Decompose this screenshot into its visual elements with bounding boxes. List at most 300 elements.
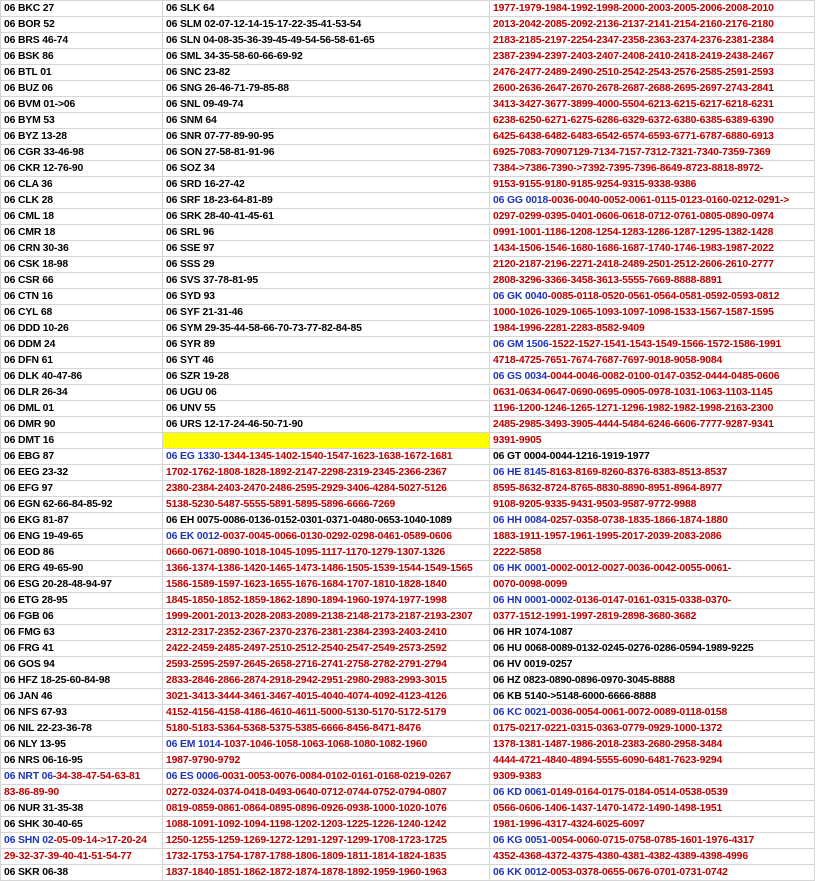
- cell-text: 0175-0217-0221-0315-0363-0779-0929-1000-1372: [493, 723, 723, 734]
- sheet-cell[interactable]: [490, 497, 815, 513]
- sheet-cell[interactable]: [490, 785, 815, 801]
- sheet-cell[interactable]: [490, 177, 815, 193]
- sheet-row: [1, 97, 815, 113]
- sheet-cell[interactable]: [490, 721, 815, 737]
- cell-text: 4718-4725-7651-7674-7687-7697-9018-9058-9084: [493, 355, 723, 366]
- sheet-cell[interactable]: [1, 849, 163, 865]
- sheet-cell[interactable]: [1, 801, 163, 817]
- cell-text: 06 SNM 64: [166, 115, 217, 126]
- cell-text: -0257-0358-0738-1835-1866-1874-1880: [546, 515, 728, 526]
- sheet-cell[interactable]: [1, 609, 163, 625]
- sheet-cell[interactable]: [163, 161, 490, 177]
- sheet-cell[interactable]: [490, 225, 815, 241]
- sheet-cell[interactable]: [1, 225, 163, 241]
- sheet-row: [1, 545, 815, 561]
- sheet-cell[interactable]: [1, 289, 163, 305]
- cell-text: 8595-8632-8724-8765-8830-8890-8951-8964-8977: [493, 483, 723, 494]
- sheet-cell[interactable]: [1, 161, 163, 177]
- sheet-row: [1, 241, 815, 257]
- cell-text: 1837-1840-1851-1862-1872-1874-1878-1892-1959-1960-1963: [166, 867, 447, 878]
- cell-text: 2422-2459-2485-2497-2510-2512-2540-2547-2549-2573-2592: [166, 643, 447, 654]
- sheet-body: [1, 1, 815, 881]
- cell-text: 2808-3296-3366-3458-3613-5555-7669-8888-8891: [493, 275, 723, 286]
- cell-text: 06 SVS 37-78-81-95: [166, 275, 259, 286]
- sheet-cell[interactable]: [163, 801, 490, 817]
- sheet-row: [1, 257, 815, 273]
- sheet-cell[interactable]: [163, 145, 490, 161]
- sheet-cell[interactable]: [490, 129, 815, 145]
- sheet-cell[interactable]: [490, 353, 815, 369]
- sheet-cell[interactable]: [163, 865, 490, 881]
- sheet-cell[interactable]: [1, 145, 163, 161]
- sheet-row: [1, 369, 815, 385]
- sheet-cell[interactable]: [1, 785, 163, 801]
- cell-text: 06 NRT 06: [4, 771, 53, 782]
- sheet-cell[interactable]: [490, 801, 815, 817]
- sheet-cell[interactable]: [1, 753, 163, 769]
- sheet-cell[interactable]: [163, 769, 490, 785]
- cell-text: 6238-6250-6271-6275-6286-6329-6372-6380-6385-6389-6390: [493, 115, 774, 126]
- sheet-cell[interactable]: [1, 465, 163, 481]
- cell-text: 06 SLK 64: [166, 3, 215, 14]
- sheet-cell[interactable]: [1, 273, 163, 289]
- cell-text: 4152-4156-4158-4186-4610-4611-5000-5130-5170-5172-5179: [166, 707, 447, 718]
- cell-text: 1883-1911-1957-1961-1995-2017-2039-2083-2086: [493, 531, 722, 542]
- sheet-cell[interactable]: [1, 577, 163, 593]
- cell-text: -05-09-14->17-20-24: [53, 835, 147, 846]
- sheet-cell[interactable]: [1, 417, 163, 433]
- sheet-cell[interactable]: [490, 1, 815, 17]
- sheet-cell[interactable]: [1, 545, 163, 561]
- cell-text: -0149-0164-0175-0184-0514-0538-0539: [546, 787, 728, 798]
- sheet-cell[interactable]: [1, 433, 163, 449]
- sheet-cell[interactable]: [1, 561, 163, 577]
- cell-text: 06 CSK 18-98: [4, 259, 69, 270]
- sheet-cell[interactable]: [163, 465, 490, 481]
- sheet-cell[interactable]: [1, 641, 163, 657]
- sheet-row: [1, 145, 815, 161]
- sheet-cell[interactable]: [490, 369, 815, 385]
- cell-text: 2600-2636-2647-2670-2678-2687-2688-2695-2697-2743-2841: [493, 83, 774, 94]
- sheet-cell[interactable]: [1, 817, 163, 833]
- highlighted-empty-cell[interactable]: [163, 433, 490, 449]
- cell-text: 06 FRG 41: [4, 643, 54, 654]
- sheet-row: [1, 33, 815, 49]
- cell-text: 06 EH 0075-0086-0136-0152-0301-0371-0480-0653-1040-1089: [166, 515, 452, 526]
- sheet-cell[interactable]: [490, 689, 815, 705]
- sheet-cell[interactable]: [1, 321, 163, 337]
- sheet-cell[interactable]: [163, 401, 490, 417]
- cell-text: 06 SZR 19-28: [166, 371, 229, 382]
- sheet-cell[interactable]: [163, 577, 490, 593]
- cell-text: 06 SLN 04-08-35-36-39-45-49-54-56-58-61-65: [166, 35, 375, 46]
- sheet-row: [1, 513, 815, 529]
- cell-text: 06 EKG 81-87: [4, 515, 69, 526]
- sheet-cell[interactable]: [163, 481, 490, 497]
- sheet-cell[interactable]: [163, 369, 490, 385]
- sheet-cell[interactable]: [490, 753, 815, 769]
- sheet-cell[interactable]: [490, 817, 815, 833]
- cell-text: -0044-0046-0082-0100-0147-0352-0444-0485-0606: [546, 371, 780, 382]
- sheet-cell[interactable]: [163, 609, 490, 625]
- sheet-row: [1, 689, 815, 705]
- sheet-cell[interactable]: [1, 481, 163, 497]
- sheet-cell[interactable]: [1, 497, 163, 513]
- sheet-cell[interactable]: [1, 49, 163, 65]
- sheet-row: [1, 481, 815, 497]
- cell-text: -1037-1046-1058-1063-1068-1080-1082-1960: [220, 739, 428, 750]
- sheet-row: [1, 721, 815, 737]
- sheet-cell[interactable]: [1, 513, 163, 529]
- sheet-cell[interactable]: [163, 593, 490, 609]
- cell-text: 06 HV 0019-0257: [493, 659, 573, 670]
- sheet-cell[interactable]: [490, 705, 815, 721]
- sheet-row: [1, 129, 815, 145]
- cell-text: 06 CLA 36: [4, 179, 53, 190]
- cell-text: 2183-2185-2197-2254-2347-2358-2363-2374-2376-2381-2384: [493, 35, 774, 46]
- cell-text: 1366-1374-1386-1420-1465-1473-1486-1505-1539-1544-1549-1565: [166, 563, 473, 574]
- sheet-cell[interactable]: [490, 481, 815, 497]
- cell-text: -0031-0053-0076-0084-0102-0161-0168-0219-0267: [218, 771, 452, 782]
- sheet-cell[interactable]: [1, 385, 163, 401]
- sheet-cell[interactable]: [1, 401, 163, 417]
- sheet-cell[interactable]: [1, 449, 163, 465]
- cell-text: 06 GG 0018: [493, 195, 549, 206]
- cell-text: 0297-0299-0395-0401-0606-0618-0712-0761-0805-0890-0974: [493, 211, 774, 222]
- cell-text: 06 CMR 18: [4, 227, 56, 238]
- sheet-cell[interactable]: [1, 33, 163, 49]
- cell-text: 06 SLM 02-07-12-14-15-17-22-35-41-53-54: [166, 19, 362, 30]
- sheet-cell[interactable]: [490, 609, 815, 625]
- sheet-cell[interactable]: [490, 657, 815, 673]
- sheet-cell[interactable]: [490, 113, 815, 129]
- sheet-cell[interactable]: [1, 177, 163, 193]
- cell-text: 3021-3413-3444-3461-3467-4015-4040-4074-4092-4123-4126: [166, 691, 447, 702]
- cell-text: -1522-1527-1541-1543-1549-1566-1572-1586-1991: [548, 339, 782, 350]
- cell-text: 1088-1091-1092-1094-1198-1202-1203-1225-1226-1240-1242: [166, 819, 447, 830]
- cell-text: 06 EG 1330: [166, 451, 220, 462]
- sheet-cell[interactable]: [1, 689, 163, 705]
- cell-text: 06 SRF 18-23-64-81-89: [166, 195, 273, 206]
- sheet-row: [1, 49, 815, 65]
- cell-text: 06 FGB 06: [4, 611, 54, 622]
- sheet-cell[interactable]: [1, 65, 163, 81]
- cell-text: 0377-1512-1991-1997-2819-2898-3680-3682: [493, 611, 697, 622]
- cell-text: 06 EK 0012: [166, 531, 220, 542]
- sheet-cell[interactable]: [1, 129, 163, 145]
- cell-text: 06 EFG 97: [4, 483, 53, 494]
- cell-text: 06 SSE 97: [166, 243, 215, 254]
- sheet-row: [1, 625, 815, 641]
- sheet-cell[interactable]: [490, 49, 815, 65]
- sheet-cell[interactable]: [1, 593, 163, 609]
- sheet-cell[interactable]: [1, 625, 163, 641]
- sheet-cell[interactable]: [490, 593, 815, 609]
- sheet-row: [1, 737, 815, 753]
- sheet-cell[interactable]: [163, 225, 490, 241]
- sheet-cell[interactable]: [490, 545, 815, 561]
- sheet-row: [1, 673, 815, 689]
- sheet-cell[interactable]: [1, 721, 163, 737]
- cell-text: 1196-1200-1246-1265-1271-1296-1982-1982-1998-2163-2300: [493, 403, 774, 414]
- cell-text: 0566-0606-1406-1437-1470-1472-1490-1498-1951: [493, 803, 723, 814]
- cell-text: 06 SON 27-58-81-91-96: [166, 147, 275, 158]
- sheet-cell[interactable]: [163, 497, 490, 513]
- sheet-cell[interactable]: [163, 273, 490, 289]
- sheet-cell[interactable]: [1, 865, 163, 881]
- sheet-cell[interactable]: [1, 113, 163, 129]
- sheet-cell[interactable]: [163, 785, 490, 801]
- cell-text: 2380-2384-2403-2470-2486-2595-2929-3406-4284-5027-5126: [166, 483, 447, 494]
- sheet-cell[interactable]: [490, 625, 815, 641]
- sheet-cell[interactable]: [163, 513, 490, 529]
- cell-text: 06 EOD 86: [4, 547, 55, 558]
- sheet-cell[interactable]: [163, 81, 490, 97]
- sheet-cell[interactable]: [490, 849, 815, 865]
- sheet-row: [1, 529, 815, 545]
- sheet-cell[interactable]: [163, 1, 490, 17]
- sheet-cell[interactable]: [490, 193, 815, 209]
- sheet-row: [1, 289, 815, 305]
- sheet-cell[interactable]: [490, 209, 815, 225]
- sheet-cell[interactable]: [163, 65, 490, 81]
- cell-text: 06 SYR 89: [166, 339, 215, 350]
- cell-text: 06 BUZ 06: [4, 83, 53, 94]
- sheet-cell[interactable]: [1, 673, 163, 689]
- sheet-row: [1, 609, 815, 625]
- sheet-cell[interactable]: [490, 737, 815, 753]
- cell-text: 9108-9205-9335-9431-9503-9587-9772-9988: [493, 499, 697, 510]
- sheet-cell[interactable]: [490, 17, 815, 33]
- cell-text: 06 GK 0040: [493, 291, 548, 302]
- sheet-row: [1, 321, 815, 337]
- sheet-cell[interactable]: [163, 817, 490, 833]
- cell-text: 06 SYT 46: [166, 355, 214, 366]
- cell-text: 06 CTN 16: [4, 291, 53, 302]
- sheet-cell[interactable]: [163, 129, 490, 145]
- sheet-cell[interactable]: [1, 337, 163, 353]
- cell-text: 06 URS 12-17-24-46-50-71-90: [166, 419, 303, 430]
- cell-text: 9153-9155-9180-9185-9254-9315-9338-9386: [493, 179, 697, 190]
- sheet-cell[interactable]: [1, 353, 163, 369]
- sheet-cell[interactable]: [163, 113, 490, 129]
- sheet-row: [1, 209, 815, 225]
- sheet-cell[interactable]: [163, 737, 490, 753]
- sheet-cell[interactable]: [163, 753, 490, 769]
- cell-text: 9391-9905: [493, 435, 542, 446]
- sheet-cell[interactable]: [163, 657, 490, 673]
- sheet-row: [1, 273, 815, 289]
- sheet-cell[interactable]: [163, 241, 490, 257]
- cell-text: 06 HFZ 18-25-60-84-98: [4, 675, 111, 686]
- sheet-cell[interactable]: [163, 177, 490, 193]
- sheet-cell[interactable]: [490, 433, 815, 449]
- cell-text: 06 BYM 53: [4, 115, 55, 126]
- sheet-cell[interactable]: [490, 305, 815, 321]
- sheet-cell[interactable]: [163, 849, 490, 865]
- sheet-cell[interactable]: [490, 65, 815, 81]
- sheet-cell[interactable]: [1, 81, 163, 97]
- cell-text: 06 SHN 02: [4, 835, 54, 846]
- sheet-cell[interactable]: [490, 385, 815, 401]
- sheet-cell[interactable]: [490, 81, 815, 97]
- sheet-cell[interactable]: [163, 545, 490, 561]
- sheet-cell[interactable]: [490, 145, 815, 161]
- sheet-cell[interactable]: [163, 33, 490, 49]
- cell-text: 06 DDM 24: [4, 339, 56, 350]
- cell-text: 06 EEG 23-32: [4, 467, 69, 478]
- sheet-cell[interactable]: [163, 449, 490, 465]
- cell-text: 06 DLR 26-34: [4, 387, 68, 398]
- cell-text: 0070-0098-0099: [493, 579, 568, 590]
- sheet-cell[interactable]: [490, 577, 815, 593]
- cell-text: 1702-1762-1808-1828-1892-2147-2298-2319-2345-2366-2367: [166, 467, 447, 478]
- cell-text: 06 HK 0001: [493, 563, 547, 574]
- sheet-cell[interactable]: [1, 241, 163, 257]
- sheet-cell[interactable]: [163, 833, 490, 849]
- sheet-cell[interactable]: [163, 689, 490, 705]
- sheet-cell[interactable]: [163, 673, 490, 689]
- sheet-cell[interactable]: [490, 561, 815, 577]
- cell-text: 06 UGU 06: [166, 387, 217, 398]
- sheet-cell[interactable]: [1, 737, 163, 753]
- cell-text: 6925-7083-70907129-7134-7157-7312-7321-7340-7359-7369: [493, 147, 771, 158]
- sheet-cell[interactable]: [490, 449, 815, 465]
- sheet-cell[interactable]: [490, 529, 815, 545]
- sheet-cell[interactable]: [163, 721, 490, 737]
- cell-text: 0660-0671-0890-1018-1045-1095-1117-1170-1279-1307-1326: [166, 547, 446, 558]
- cell-text: -0037-0045-0066-0130-0292-0298-0461-0589-0606: [219, 531, 452, 542]
- sheet-cell[interactable]: [490, 865, 815, 881]
- sheet-cell[interactable]: [490, 273, 815, 289]
- sheet-cell[interactable]: [1, 193, 163, 209]
- sheet-cell[interactable]: [1, 705, 163, 721]
- cell-text: 2485-2985-3493-3905-4444-5484-6246-6606-7777-9287-9341: [493, 419, 774, 430]
- sheet-row: [1, 769, 815, 785]
- sheet-cell[interactable]: [1, 305, 163, 321]
- sheet-cell[interactable]: [490, 33, 815, 49]
- sheet-cell[interactable]: [163, 321, 490, 337]
- cell-text: -34-38-47-54-63-81: [52, 771, 141, 782]
- cell-text: 1981-1996-4317-4324-6025-6097: [493, 819, 645, 830]
- cell-text: -0136-0147-0161-0315-0338-0370-: [572, 595, 732, 606]
- cell-text: 2476-2477-2489-2490-2510-2542-2543-2576-2585-2591-2593: [493, 67, 774, 78]
- cell-text: 06 NIL 22-23-36-78: [4, 723, 92, 734]
- sheet-cell[interactable]: [163, 209, 490, 225]
- sheet-cell[interactable]: [1, 369, 163, 385]
- sheet-cell[interactable]: [163, 257, 490, 273]
- sheet-cell[interactable]: [490, 257, 815, 273]
- cell-text: 1987-9790-9792: [166, 755, 241, 766]
- sheet-cell[interactable]: [490, 465, 815, 481]
- cell-text: 1586-1589-1597-1623-1655-1676-1684-1707-1810-1828-1840: [166, 579, 447, 590]
- sheet-row: [1, 225, 815, 241]
- cell-text: 2222-5858: [493, 547, 542, 558]
- sheet-cell[interactable]: [1, 257, 163, 273]
- sheet-cell[interactable]: [163, 17, 490, 33]
- sheet-cell[interactable]: [163, 625, 490, 641]
- sheet-row: [1, 1, 815, 17]
- sheet-cell[interactable]: [163, 289, 490, 305]
- cell-text: 06 HR 1074-1087: [493, 627, 573, 638]
- cell-text: 06 CGR 33-46-98: [4, 147, 84, 158]
- cell-text: 1378-1381-1487-1986-2018-2383-2680-2958-3484: [493, 739, 723, 750]
- sheet-cell[interactable]: [163, 193, 490, 209]
- sheet-cell[interactable]: [163, 337, 490, 353]
- sheet-row: [1, 81, 815, 97]
- cell-text: 0819-0859-0861-0864-0895-0896-0926-0938-1000-1020-1076: [166, 803, 447, 814]
- cell-text: 06 EM 1014: [166, 739, 221, 750]
- sheet-row: [1, 17, 815, 33]
- sheet-cell[interactable]: [1, 17, 163, 33]
- sheet-cell[interactable]: [490, 161, 815, 177]
- cell-text: 2120-2187-2196-2271-2418-2489-2501-2512-2606-2610-2777: [493, 259, 774, 270]
- sheet-cell[interactable]: [490, 321, 815, 337]
- sheet-cell[interactable]: [490, 769, 815, 785]
- cell-text: 2387-2394-2397-2403-2407-2408-2410-2418-2419-2438-2467: [493, 51, 774, 62]
- sheet-cell[interactable]: [163, 305, 490, 321]
- sheet-row: [1, 833, 815, 849]
- cell-text: 06 SNG 26-46-71-79-85-88: [166, 83, 289, 94]
- cell-text: 1845-1850-1852-1859-1862-1890-1894-1960-1974-1977-1998: [166, 595, 447, 606]
- sheet-row: [1, 657, 815, 673]
- sheet-cell[interactable]: [490, 401, 815, 417]
- cell-text: 06 DMT 16: [4, 435, 55, 446]
- cell-text: 06 GT 0004-0044-1216-1919-1977: [493, 451, 650, 462]
- sheet-cell[interactable]: [1, 97, 163, 113]
- sheet-cell[interactable]: [163, 385, 490, 401]
- sheet-row: [1, 305, 815, 321]
- cell-text: -0054-0060-0715-0758-0785-1601-1976-4317: [547, 835, 755, 846]
- cell-text: 06 ENG 19-49-65: [4, 531, 84, 542]
- sheet-cell[interactable]: [490, 337, 815, 353]
- cell-text: 06 HN 0001-0002: [493, 595, 573, 606]
- cell-text: 06 BSK 86: [4, 51, 54, 62]
- sheet-cell[interactable]: [1, 833, 163, 849]
- sheet-cell[interactable]: [163, 529, 490, 545]
- cell-text: 1000-1026-1029-1065-1093-1097-1098-1533-1567-1587-1595: [493, 307, 774, 318]
- sheet-cell[interactable]: [490, 833, 815, 849]
- sheet-cell[interactable]: [490, 513, 815, 529]
- sheet-cell[interactable]: [163, 417, 490, 433]
- sheet-cell[interactable]: [490, 241, 815, 257]
- sheet-cell[interactable]: [490, 417, 815, 433]
- cell-text: 1977-1979-1984-1992-1998-2000-2003-2005-2006-2008-2010: [493, 3, 774, 14]
- sheet-cell[interactable]: [490, 641, 815, 657]
- sheet-cell[interactable]: [163, 353, 490, 369]
- cell-text: 06 NRS 06-16-95: [4, 755, 83, 766]
- sheet-cell[interactable]: [490, 97, 815, 113]
- cell-text: 2312-2317-2352-2367-2370-2376-2381-2384-2393-2403-2410: [166, 627, 447, 638]
- cell-text: 2593-2595-2597-2645-2658-2716-2741-2758-2782-2791-2794: [166, 659, 447, 670]
- sheet-row: [1, 705, 815, 721]
- sheet-cell[interactable]: [1, 529, 163, 545]
- sheet-row: [1, 337, 815, 353]
- sheet-cell[interactable]: [490, 673, 815, 689]
- sheet-cell[interactable]: [163, 49, 490, 65]
- sheet-cell[interactable]: [1, 769, 163, 785]
- cell-text: 06 NLY 13-95: [4, 739, 66, 750]
- sheet-cell[interactable]: [163, 641, 490, 657]
- sheet-cell[interactable]: [163, 561, 490, 577]
- sheet-cell[interactable]: [1, 657, 163, 673]
- sheet-cell[interactable]: [163, 705, 490, 721]
- sheet-cell[interactable]: [490, 289, 815, 305]
- sheet-cell[interactable]: [163, 97, 490, 113]
- sheet-row: [1, 497, 815, 513]
- sheet-cell[interactable]: [1, 209, 163, 225]
- sheet-cell[interactable]: [1, 1, 163, 17]
